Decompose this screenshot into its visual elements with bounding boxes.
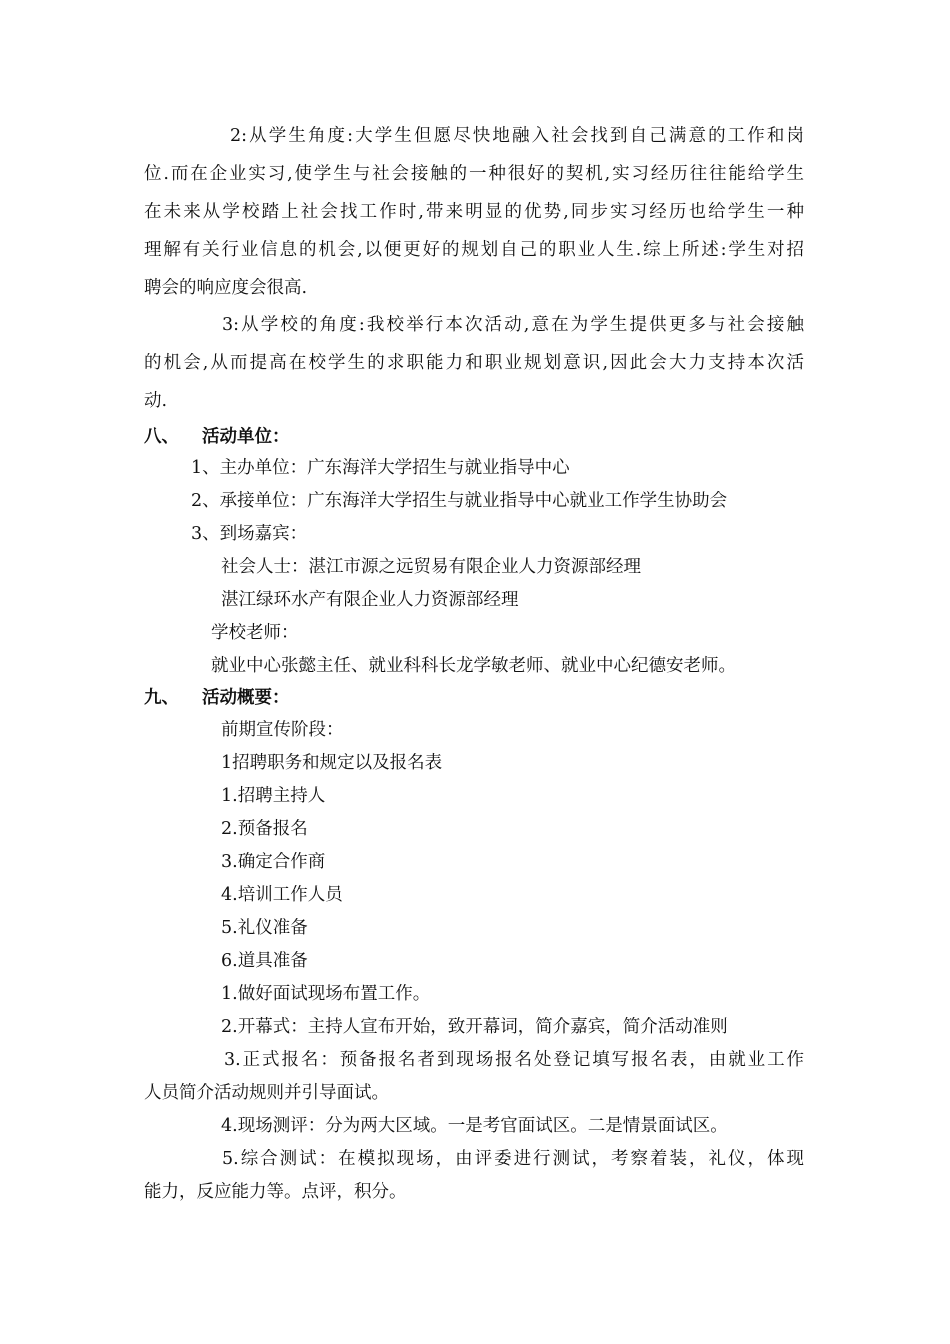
- overview-line-8: 6.道具准备: [221, 951, 308, 971]
- para3-line-2: 的机会,从而提高在校学生的求职能力和职业规划意识,因此会大力支持本次活: [144, 353, 804, 373]
- section-9-title: 活动概要：: [202, 688, 290, 708]
- overview-line-6: 4.培训工作人员: [221, 885, 343, 905]
- overview-line-2: 1招聘职务和规定以及报名表: [221, 753, 443, 773]
- section-8-title: 活动单位：: [202, 427, 290, 447]
- overview-line-4: 2.预备报名: [221, 819, 308, 839]
- overview-line-3: 1.招聘主持人: [221, 786, 326, 806]
- overview-line-12: 人员简介活动规则并引导面试。: [144, 1083, 389, 1103]
- para2-line-3: 在未来从学校踏上社会找工作时,带来明显的优势,同步实习经历也给学生一种: [144, 202, 804, 222]
- section-8-item-3: 3、到场嘉宾：: [191, 524, 308, 544]
- section-8-item-2: 2、承接单位：广东海洋大学招生与就业指导中心就业工作学生协助会: [191, 491, 728, 511]
- section-8-heading: [144, 425, 290, 449]
- para2-line-2: 位.而在企业实习,使学生与社会接触的一种很好的契机,实习经历往往能给学生: [144, 164, 804, 184]
- guest-teacher-label: 学校老师：: [211, 623, 299, 643]
- overview-line-11: 3.正式报名：预备报名者到现场报名处登记填写报名表，由就业工作: [224, 1050, 804, 1070]
- overview-line-7: 5.礼仪准备: [221, 918, 308, 938]
- guest-social-1: 社会人士：湛江市源之远贸易有限企业人力资源部经理: [221, 557, 641, 577]
- overview-line-13: 4.现场测评：分为两大区域。一是考官面试区。二是情景面试区。: [221, 1116, 728, 1136]
- para2-line-1: 2:从学生角度:大学生但愿尽快地融入社会找到自己满意的工作和岗: [230, 126, 804, 146]
- para2-line-4: 理解有关行业信息的机会,以便更好的规划自己的职业人生.综上所述:学生对招: [144, 240, 804, 260]
- guest-social-2: 湛江绿环水产有限企业人力资源部经理: [221, 590, 519, 610]
- overview-line-9: 1.做好面试现场布置工作。: [221, 984, 431, 1004]
- overview-line-10: 2.开幕式：主持人宣布开始，致开幕词，简介嘉宾，简介活动准则: [221, 1017, 728, 1037]
- para2-line-5: 聘会的响应度会很高.: [144, 278, 308, 298]
- section-8-item-1: 1、主办单位：广东海洋大学招生与就业指导中心: [191, 458, 570, 478]
- overview-line-14: 5.综合测试：在模拟现场，由评委进行测试，考察着装，礼仪，体现: [222, 1149, 804, 1169]
- overview-line-1: 前期宣传阶段：: [221, 720, 344, 740]
- section-9-number: 九、: [144, 688, 179, 708]
- overview-line-5: 3.确定合作商: [221, 852, 326, 872]
- para3-line-1: 3:从学校的角度:我校举行本次活动,意在为学生提供更多与社会接触: [222, 315, 804, 335]
- para3-line-3: 动.: [144, 391, 168, 411]
- guest-teachers: 就业中心张懿主任、就业科科长龙学敏老师、就业中心纪德安老师。: [211, 656, 736, 676]
- overview-line-15: 能力，反应能力等。点评，积分。: [144, 1182, 407, 1202]
- section-9-heading: [144, 686, 290, 710]
- section-8-number: 八、: [144, 427, 179, 447]
